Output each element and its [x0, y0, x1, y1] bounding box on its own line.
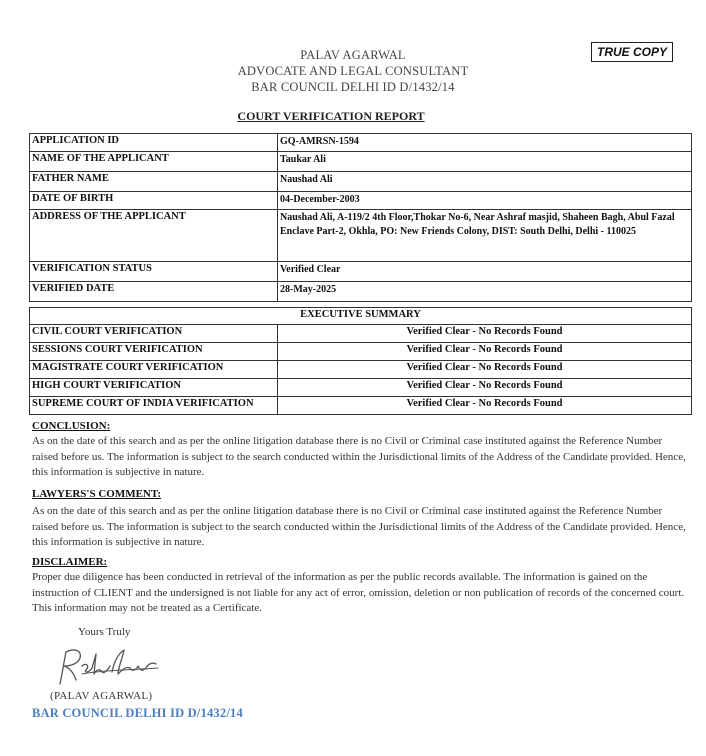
table-row: [30, 152, 692, 172]
row-label: APPLICATION ID: [30, 134, 278, 152]
table-row: [30, 325, 692, 343]
signatory-name: (PALAV AGARWAL): [50, 690, 153, 702]
row-label: VERIFICATION STATUS: [30, 262, 278, 282]
signatory-bar-id: BAR COUNCIL DELHI ID D/1432/14: [32, 706, 243, 720]
lawyers-comment-heading: LAWYERS'S COMMENT:: [32, 488, 162, 500]
row-value: Taukar Ali: [278, 152, 692, 172]
table-row: [30, 172, 692, 192]
row-label: SESSIONS COURT VERIFICATION: [30, 343, 278, 361]
closing-text: Yours Truly: [78, 626, 131, 638]
disclaimer-heading: DISCLAIMER:: [32, 556, 108, 568]
row-value: Verified Clear - No Records Found: [278, 361, 692, 379]
row-value: GQ-AMRSN-1594: [278, 134, 692, 152]
row-value: Naushad Ali, A-119/2 4th Floor,Thokar No-6, Near Ashraf masjid, Shaheen Bagh, Abul Fazal Enclave Part-2, Okhla, PO: New Friends Colony, DIST: South Delhi, Delhi - 110025: [278, 210, 692, 262]
advocate-bar-id: BAR COUNCIL DELHI ID D/1432/14: [251, 80, 455, 94]
row-value: Verified Clear - No Records Found: [278, 343, 692, 361]
disclaimer-text: Proper due diligence has been conducted in retrieval of the information as per the public records available. The information is gained on the instruction of CLIENT and the undersigned is not liable for any act of error, omission, deletion or non publication of records of the concerned court. This information may not be treated as a Certificate.: [32, 571, 685, 614]
row-value: Verified Clear - No Records Found: [278, 397, 692, 415]
row-value: Verified Clear - No Records Found: [278, 379, 692, 397]
summary-heading: EXECUTIVE SUMMARY: [30, 308, 692, 325]
row-label: SUPREME COURT OF INDIA VERIFICATION: [30, 397, 278, 415]
row-label: VERIFIED DATE: [30, 282, 278, 302]
table-row: [30, 134, 692, 152]
row-value: Naushad Ali: [278, 172, 692, 192]
signature-image: [52, 644, 162, 688]
table-row: [30, 379, 692, 397]
table-row: [30, 343, 692, 361]
row-value: 04-December-2003: [278, 192, 692, 210]
advocate-name: PALAV AGARWAL: [300, 48, 406, 62]
advocate-title: ADVOCATE AND LEGAL CONSULTANT: [237, 64, 469, 78]
row-value: Verified Clear - No Records Found: [278, 325, 692, 343]
summary-heading-row: [30, 308, 692, 325]
lawyers-comment-text: As on the date of this search and as per the online litigation database there is no Civil or Criminal case instituted against the Reference Number raised before us. The information is subject to the search conducted within the Jurisdictional limits of the Address of the Candidate provided. Hence, this information is subjective in nature.: [32, 505, 686, 548]
row-value: 28-May-2025: [278, 282, 692, 302]
summary-table: [29, 307, 692, 415]
details-table: [29, 133, 692, 302]
table-row: [30, 361, 692, 379]
table-row: [30, 192, 692, 210]
row-label: ADDRESS OF THE APPLICANT: [30, 210, 278, 262]
true-copy-stamp: TRUE COPY: [591, 42, 673, 62]
table-row: [30, 397, 692, 415]
row-value: Verified Clear: [278, 262, 692, 282]
conclusion-heading: CONCLUSION:: [32, 420, 111, 432]
table-row: [30, 262, 692, 282]
row-label: CIVIL COURT VERIFICATION: [30, 325, 278, 343]
row-label: HIGH COURT VERIFICATION: [30, 379, 278, 397]
table-row: [30, 210, 692, 262]
conclusion-text: As on the date of this search and as per the online litigation database there is no Civil or Criminal case instituted against the Reference Number raised before us. The information is subject to the search conducted within the Jurisdictional limits of the Address of the Candidate provided. Hence, this information is subjective in nature.: [32, 435, 686, 478]
row-label: MAGISTRATE COURT VERIFICATION: [30, 361, 278, 379]
table-row: [30, 282, 692, 302]
row-label: FATHER NAME: [30, 172, 278, 192]
row-label: DATE OF BIRTH: [30, 192, 278, 210]
row-label: NAME OF THE APPLICANT: [30, 152, 278, 172]
report-title: COURT VERIFICATION REPORT: [237, 109, 425, 123]
